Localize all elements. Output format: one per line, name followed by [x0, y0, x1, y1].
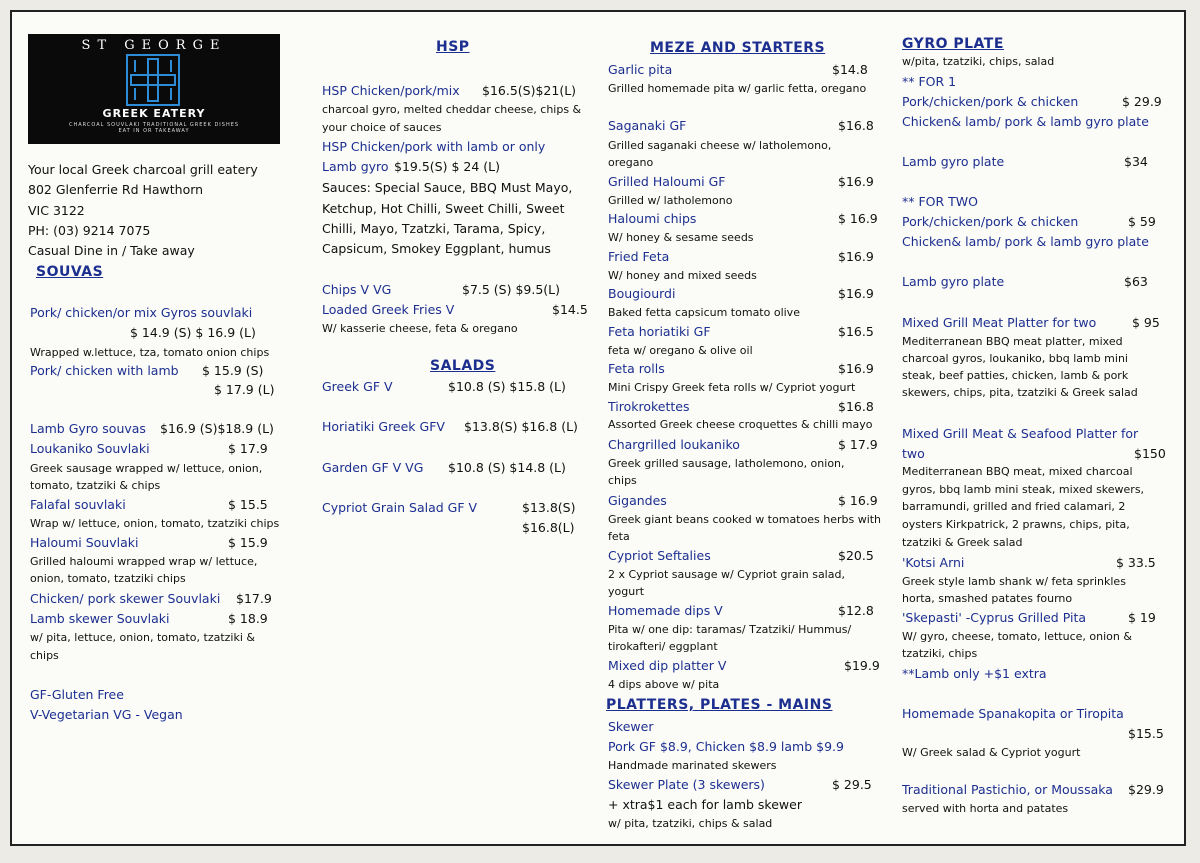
column-1	[26, 12, 316, 844]
menu-item-desc: Pita w/ one dip: taramas/ Tzatziki/ Hummus/	[608, 623, 852, 636]
menu-item-name: HSP Chicken/pork with lamb or only	[322, 139, 546, 154]
menu-item-price: $14.8	[832, 62, 868, 77]
menu-item-desc: W/ honey and mixed seeds	[608, 269, 757, 282]
menu-item-name: Tirokrokettes	[608, 399, 690, 414]
menu-item-name: Homemade dips V	[608, 603, 723, 618]
menu-item-name: Loaded Greek Fries V	[322, 302, 455, 317]
menu-item-desc: chips	[30, 649, 59, 662]
menu-item-desc: skewers, chips, pita, tzatziki & Greek salad	[902, 386, 1138, 399]
menu-item-desc: horta, smashed patates fourno	[902, 592, 1073, 605]
menu-item-name: Garden GF V VG	[322, 460, 424, 475]
menu-item-desc: Grilled homemade pita w/ garlic fetta, oregano	[608, 82, 867, 95]
menu-item-name: HSP Chicken/pork/mix	[322, 83, 460, 98]
menu-item-desc: onion, tomato, tzatziki chips	[30, 572, 186, 585]
menu-item-price: $ 17.9 (L)	[214, 382, 275, 397]
logo-tagline: CHARCOAL SOUVLAKI TRADITIONAL GREEK DISHES EAT IN OR TAKEAWAY	[68, 122, 240, 134]
for-two-label: ** FOR TWO	[902, 194, 978, 209]
menu-item-desc: tzatziki, chips	[902, 647, 978, 660]
menu-item-price: $17.9	[236, 591, 272, 606]
menu-item-name: Falafal souvlaki	[30, 497, 126, 512]
menu-item-desc: your choice of sauces	[322, 121, 442, 134]
menu-item-price: $16.9	[838, 174, 874, 189]
menu-item-price: $ 18.9	[228, 611, 268, 626]
menu-item-name: Chicken& lamb/ pork & lamb gyro plate	[902, 234, 1149, 249]
menu-item-name: 'Skepasti' -Cyprus Grilled Pita	[902, 610, 1087, 625]
intro-line: 802 Glenferrie Rd Hawthorn	[28, 182, 204, 197]
menu-item-desc: W/ gyro, cheese, tomato, lettuce, onion &	[902, 630, 1132, 643]
menu-item-price: $16.5(S)$21(L)	[482, 83, 577, 98]
menu-item-desc: barramundi, grilled and fried calamari, 2	[902, 500, 1126, 513]
menu-item-name: Grilled Haloumi GF	[608, 174, 726, 189]
menu-item-name: Skewer	[608, 719, 654, 734]
menu-item-desc: w/ pita, tzatziki, chips & salad	[608, 817, 773, 830]
menu-item-desc: W/ honey & sesame seeds	[608, 231, 754, 244]
menu-item-price: $ 17.9	[228, 441, 268, 456]
menu-item-price: $ 15.9 (S)	[202, 363, 264, 378]
menu-item-name: Feta horiatiki GF	[608, 324, 711, 339]
menu-item-price: $34	[1124, 154, 1148, 169]
menu-item-price: $ 33.5	[1116, 555, 1156, 570]
menu-item-price: $ 17.9	[838, 437, 878, 452]
menu-item-price: $16.8	[838, 118, 874, 133]
menu-item-desc: Grilled saganaki cheese w/ latholemono,	[608, 139, 832, 152]
menu-item-desc: W/ kasserie cheese, feta & oregano	[322, 322, 518, 335]
menu-item-price: $14.5	[552, 302, 588, 317]
menu-item-price: $10.8 (S) $15.8 (L)	[448, 379, 566, 394]
menu-item-name: Chicken& lamb/ pork & lamb gyro plate	[902, 114, 1149, 129]
menu-item-desc: oysters Kirkpatrick, 2 prawns, chips, pita,	[902, 518, 1130, 531]
menu-item-name: 'Kotsi Arni	[902, 555, 965, 570]
menu-item-desc: tomato, tzatziki & chips	[30, 479, 161, 492]
hsp-heading: HSP	[436, 39, 470, 55]
menu-item-desc: Greek style lamb shank w/ feta sprinkles	[902, 575, 1126, 588]
intro-line: PH: (03) 9214 7075	[28, 223, 151, 238]
meze-heading: MEZE AND STARTERS	[650, 40, 826, 56]
menu-item-price: $16.9 (S)$18.9 (L)	[160, 421, 274, 436]
menu-item-desc: steak, beef patties, chicken, lamb & pork	[902, 369, 1129, 382]
menu-item-desc: Mini Crispy Greek feta rolls w/ Cypriot yogurt	[608, 381, 856, 394]
menu-item-desc: 4 dips above w/ pita	[608, 678, 720, 691]
menu-item-price: $15.5	[1128, 726, 1164, 741]
column-4	[902, 12, 1186, 844]
menu-item-price: $16.9	[838, 249, 874, 264]
menu-item-desc: Grilled haloumi wrapped wrap w/ lettuce,	[30, 555, 258, 568]
menu-item-name: Lamb gyro plate	[902, 154, 1005, 169]
menu-item-desc: Mediterranean BBQ meat platter, mixed	[902, 335, 1123, 348]
menu-item-name: Haloumi Souvlaki	[30, 535, 139, 550]
menu-item-name: Pork/chicken/pork & chicken	[902, 94, 1079, 109]
menu-item-name: Feta rolls	[608, 361, 665, 376]
menu-item-price: $20.5	[838, 548, 874, 563]
menu-item-desc: yogurt	[608, 585, 645, 598]
menu-item-name: Gigandes	[608, 493, 667, 508]
intro-line: Your local Greek charcoal grill eatery	[28, 162, 258, 177]
menu-item-desc: Greek grilled sausage, latholemono, onion,	[608, 457, 845, 470]
menu-item-desc: charcoal gyros, loukaniko, bbq lamb mini	[902, 352, 1128, 365]
menu-item-price: $16.8	[838, 399, 874, 414]
menu-item-name: Chips V VG	[322, 282, 392, 297]
menu-item-price: $16.9	[838, 361, 874, 376]
menu-item-desc: Assorted Greek cheese croquettes & chilli mayo	[608, 418, 873, 431]
menu-item-price: $ 15.9	[228, 535, 268, 550]
menu-item-name: Mixed dip platter V	[608, 658, 727, 673]
menu-item-name: Chicken/ pork skewer Souvlaki	[30, 591, 221, 606]
sauces-line: Chilli, Mayo, Tzatzki, Tarama, Spicy,	[322, 221, 546, 236]
menu-item-name: Homemade Spanakopita or Tiropita	[902, 706, 1124, 721]
menu-item-name: Bougiourdi	[608, 286, 676, 301]
menu-item-name: Lamb gyro plate	[902, 274, 1005, 289]
logo-name: ST GEORGE	[81, 38, 227, 53]
menu-item-price: $ 59	[1128, 214, 1156, 229]
legend-line: V-Vegetarian VG - Vegan	[30, 707, 183, 722]
menu-item-name: Pork/ chicken with lamb	[30, 363, 179, 378]
menu-item-name: two	[902, 446, 925, 461]
menu-item-name: Haloumi chips	[608, 211, 697, 226]
menu-item-desc: oregano	[608, 156, 654, 169]
menu-item-name: Cypriot Grain Salad GF V	[322, 500, 478, 515]
menu-item-price: $19.5(S) $ 24 (L)	[394, 159, 500, 174]
menu-item-price: $ 16.9	[838, 211, 878, 226]
menu-item-desc: charcoal gyro, melted cheddar cheese, chips &	[322, 103, 582, 116]
menu-item-price: $29.9	[1128, 782, 1164, 797]
sauces-line: Capsicum, Smokey Eggplant, humus	[322, 241, 551, 256]
menu-item-name: Fried Feta	[608, 249, 670, 264]
intro-line: VIC 3122	[28, 203, 85, 218]
menu-item-name: Pork GF $8.9, Chicken $8.9 lamb $9.9	[608, 739, 844, 754]
menu-item-name: Lamb Gyro souvas	[30, 421, 146, 436]
menu-item-desc: Baked fetta capsicum tomato olive	[608, 306, 800, 319]
menu-item-desc: Greek giant beans cooked w tomatoes herbs with	[608, 513, 882, 526]
menu-item-price: $13.8(S) $16.8 (L)	[464, 419, 578, 434]
menu-item-price: $16.5	[838, 324, 874, 339]
menu-item-desc: 2 x Cypriot sausage w/ Cypriot grain salad,	[608, 568, 845, 581]
menu-sheet	[10, 10, 1186, 846]
platters-heading: PLATTERS, PLATES - MAINS	[606, 697, 833, 713]
gyro-plate-heading: GYRO PLATE	[902, 36, 1004, 52]
menu-item-price: $ 14.9 (S) $ 16.9 (L)	[130, 325, 256, 340]
menu-item-name: Skewer Plate (3 skewers)	[608, 777, 765, 792]
salads-heading: SALADS	[430, 358, 496, 374]
menu-item-price: $150	[1134, 446, 1166, 461]
menu-item-name: Mixed Grill Meat Platter for two	[902, 315, 1097, 330]
menu-item-desc: gyros, bbq lamb mini steak, mixed skewers,	[902, 483, 1145, 496]
menu-item-desc: tirokafteri/ eggplant	[608, 640, 718, 653]
menu-item-desc: Wrapped w.lettuce, tza, tomato onion chips	[30, 346, 270, 359]
menu-item-desc: feta w/ oregano & olive oil	[608, 344, 753, 357]
column-3	[606, 12, 900, 844]
menu-item-price: $ 16.9	[838, 493, 878, 508]
column-2	[318, 12, 608, 844]
menu-item-name: Pork/ chicken/or mix Gyros souvlaki	[30, 305, 253, 320]
for-one-label: ** FOR 1	[902, 74, 957, 89]
sauces-line: Sauces: Special Sauce, BBQ Must Mayo,	[322, 180, 573, 195]
menu-item-name: Garlic pita	[608, 62, 673, 77]
menu-item-desc: Handmade marinated skewers	[608, 759, 777, 772]
menu-item-desc: served with horta and patates	[902, 802, 1069, 815]
menu-item-price: $16.9	[838, 286, 874, 301]
intro-line: Casual Dine in / Take away	[28, 243, 195, 258]
menu-item-price: $63	[1124, 274, 1148, 289]
menu-item-desc: W/ Greek salad & Cypriot yogurt	[902, 746, 1081, 759]
legend-line: GF-Gluten Free	[30, 687, 124, 702]
menu-item-desc: + xtra$1 each for lamb skewer	[608, 797, 802, 812]
menu-item-name: Saganaki GF	[608, 118, 687, 133]
menu-item-name: Lamb gyro	[322, 159, 389, 174]
menu-item-name: Pork/chicken/pork & chicken	[902, 214, 1079, 229]
menu-item-price: $7.5 (S) $9.5(L)	[462, 282, 561, 297]
menu-item-desc: w/pita, tzatziki, chips, salad	[902, 55, 1055, 68]
menu-item-name: Cypriot Seftalies	[608, 548, 711, 563]
logo-subtitle: GREEK EATERY	[102, 107, 206, 120]
souvas-heading: SOUVAS	[36, 264, 104, 280]
menu-item-desc: w/ pita, lettuce, onion, tomato, tzatziki &	[30, 631, 255, 644]
menu-item-price: $ 29.5	[832, 777, 872, 792]
menu-item-name: Lamb skewer Souvlaki	[30, 611, 170, 626]
menu-item-desc: feta	[608, 530, 630, 543]
menu-item-name: Traditional Pastichio, or Moussaka	[902, 782, 1113, 797]
menu-item-name: Mixed Grill Meat & Seafood Platter for	[902, 426, 1139, 441]
sauces-line: Ketchup, Hot Chilli, Sweet Chilli, Sweet	[322, 201, 565, 216]
menu-item-desc: Grilled w/ latholemono	[608, 194, 733, 207]
menu-item-desc: chips	[608, 474, 637, 487]
menu-item-name: Chargrilled loukaniko	[608, 437, 740, 452]
menu-item-note: **Lamb only +$1 extra	[902, 666, 1047, 681]
menu-item-price: $ 95	[1132, 315, 1160, 330]
menu-item-price: $ 19	[1128, 610, 1156, 625]
menu-item-price: $ 29.9	[1122, 94, 1162, 109]
menu-item-price: $10.8 (S) $14.8 (L)	[448, 460, 566, 475]
menu-item-desc: Mediterranean BBQ meat, mixed charcoal	[902, 465, 1133, 478]
menu-item-name: Horiatiki Greek GFV	[322, 419, 445, 434]
menu-item-name: Loukaniko Souvlaki	[30, 441, 150, 456]
menu-item-price: $16.8(L)	[522, 520, 575, 535]
menu-item-desc: Wrap w/ lettuce, onion, tomato, tzatziki chips	[30, 517, 280, 530]
menu-item-price: $13.8(S)	[522, 500, 576, 515]
menu-item-desc: tzatziki & Greek salad	[902, 536, 1023, 549]
greek-cross-icon	[126, 54, 180, 106]
logo	[28, 34, 280, 144]
menu-item-price: $ 15.5	[228, 497, 268, 512]
menu-item-desc: Greek sausage wrapped w/ lettuce, onion,	[30, 462, 263, 475]
menu-item-price: $12.8	[838, 603, 874, 618]
menu-item-name: Greek GF V	[322, 379, 393, 394]
menu-item-price: $19.9	[844, 658, 880, 673]
